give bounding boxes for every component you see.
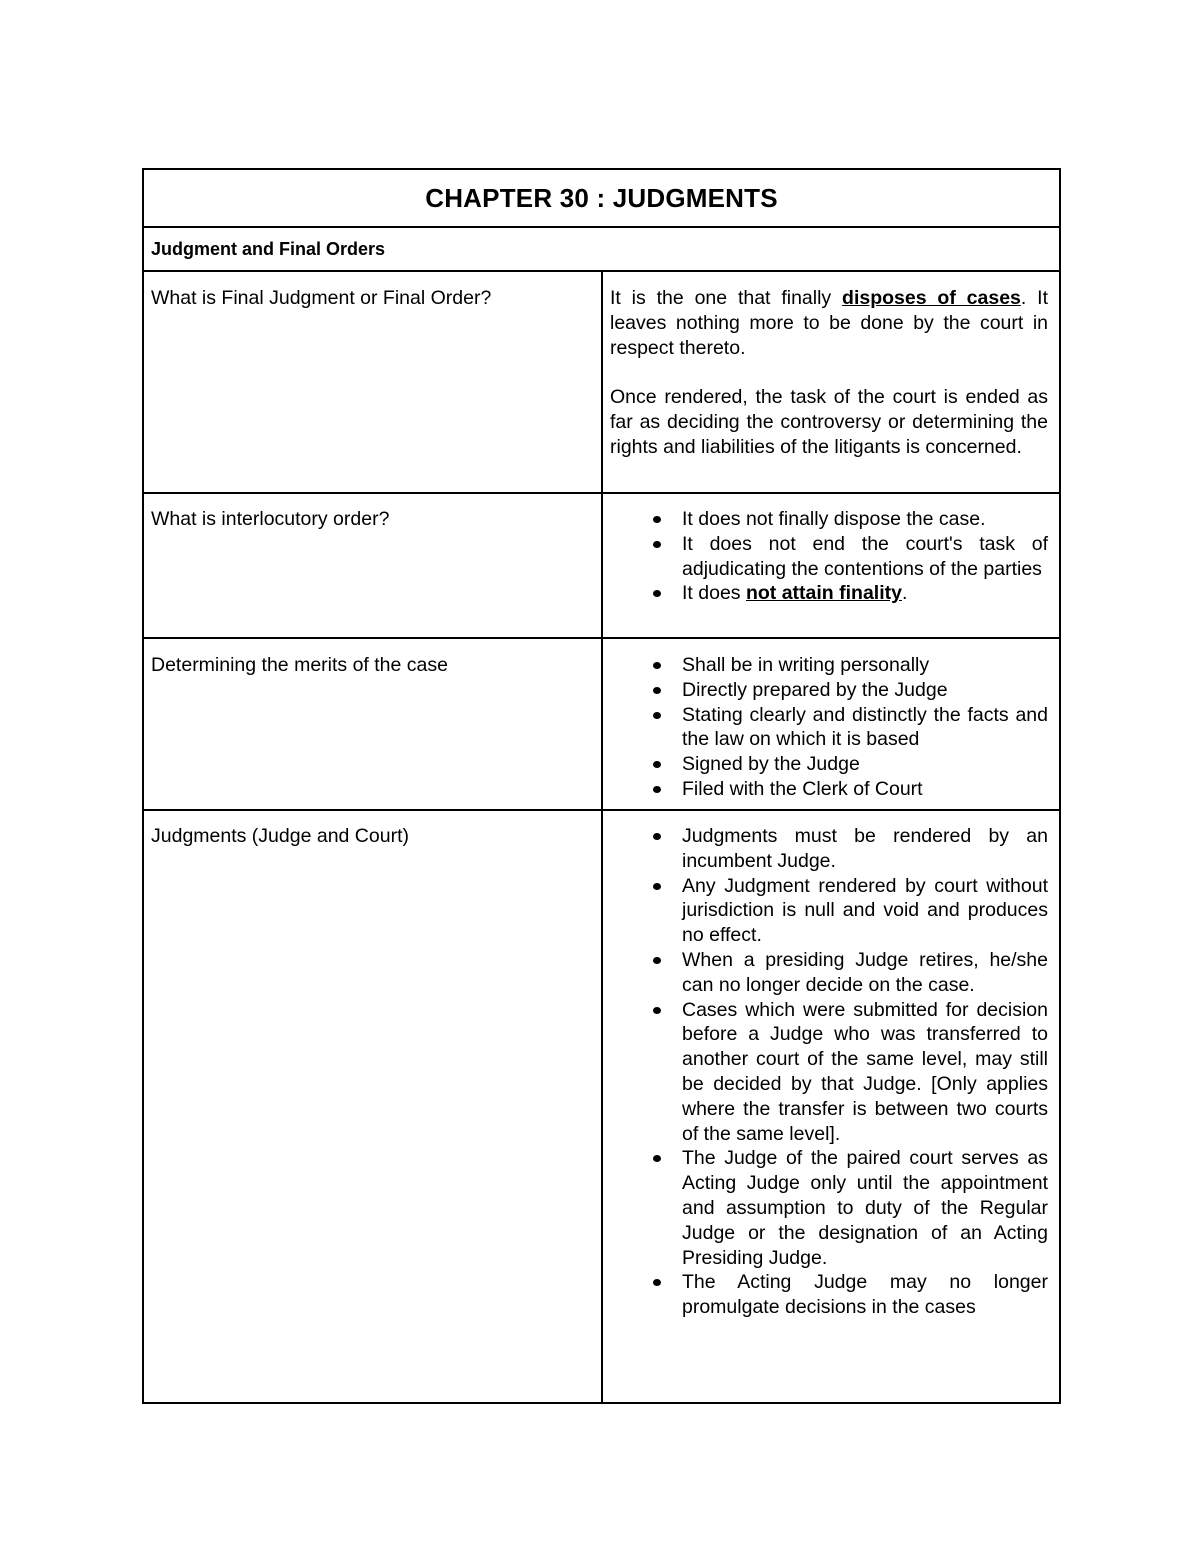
bullet-list (610, 824, 1048, 1320)
bullet-icon (653, 662, 661, 669)
answer-judgments-judge-court (610, 824, 1048, 1320)
bullet-icon (653, 833, 661, 840)
list-item (610, 678, 1048, 703)
question-determining-merits: Determining the merits of the case (151, 654, 448, 676)
list-item-text: Shall be in writing personally (682, 654, 930, 676)
bullet-icon (653, 761, 661, 768)
bullet-icon (653, 541, 661, 548)
bullet-icon (653, 957, 661, 964)
divider (144, 492, 1059, 494)
bullet-icon (653, 590, 661, 597)
list-item (610, 824, 1048, 874)
question-judgments-judge-court: Judgments (Judge and Court) (151, 825, 409, 847)
answer-interlocutory-order (610, 507, 1048, 606)
chapter-title: CHAPTER 30 : JUDGMENTS (425, 182, 778, 213)
list-item (610, 703, 1048, 753)
divider (144, 637, 1059, 639)
bullet-icon (653, 786, 661, 793)
bullet-icon (653, 1155, 661, 1162)
section-heading: Judgment and Final Orders (151, 238, 386, 259)
answer-paragraph: Once rendered, the task of the court is ended as far as deciding the controversy or determining the rights and liabilities of the litigants is concerned. (610, 386, 1048, 458)
answer-determining-merits (610, 653, 1048, 802)
list-item-text: Filed with the Clerk of Court (682, 777, 923, 800)
list-item (610, 581, 1048, 606)
bullet-icon (653, 687, 661, 694)
bullet-icon (653, 712, 661, 719)
list-item-text: Directly prepared by the Judge (682, 678, 948, 701)
list-item (610, 1146, 1048, 1270)
question-final-judgment: What is Final Judgment or Final Order? (151, 287, 492, 309)
list-item (610, 532, 1048, 582)
list-item-text: Cases which were submitted for decision before a Judge who was transferred to another court of the same level, may still be decided by that Judge. [Only applies where the transfer is between two courts of the same level]. (682, 998, 1048, 1145)
bullet-icon (653, 883, 661, 890)
bullet-icon (653, 1279, 661, 1286)
answer-text: . It leaves nothing more to be done by the court in respect thereto. (610, 287, 1048, 359)
list-item (610, 874, 1048, 948)
list-item (610, 653, 1048, 678)
list-item-text: Signed by the Judge (682, 753, 860, 776)
list-item (610, 1270, 1048, 1320)
question-interlocutory-order: What is interlocutory order? (151, 508, 390, 530)
bullet-icon (653, 1007, 661, 1014)
list-item-text: Any Judgment rendered by court without jurisdiction is null and void and produces no effect. (682, 874, 1048, 947)
bullet-list (610, 507, 1048, 606)
column-divider (601, 270, 603, 1404)
list-item-text: It does not end the court's task of adjudicating the contentions of the parties (682, 532, 1048, 580)
list-item-text: Judgments must be rendered by an incumbent Judge. (682, 825, 1048, 872)
answer-paragraph (610, 286, 1048, 360)
answer-final-judgment (610, 286, 1048, 460)
list-item-text: The Acting Judge may no longer promulgate decisions in the cases (682, 1271, 1048, 1319)
list-item (610, 948, 1048, 998)
list-item-text: It does (682, 582, 746, 605)
bullet-list (610, 653, 1048, 802)
list-item-text: The Judge of the paired court serves as Acting Judge only until the appointment and assumption to duty of the Regular Judge or the designation of an Acting Presiding Judge. (682, 1147, 1048, 1269)
judgments-table (142, 168, 1061, 1404)
list-item-text: When a presiding Judge retires, he/she can no longer decide on the case. (682, 948, 1048, 996)
list-item (610, 752, 1048, 777)
bullet-icon (653, 516, 661, 523)
list-item (610, 998, 1048, 1147)
emphasized-term: not attain finality (745, 582, 902, 605)
divider (144, 809, 1059, 811)
emphasized-term: disposes of cases (842, 287, 1021, 309)
answer-text: It is the one that finally (610, 287, 843, 309)
list-item-text: . (901, 582, 908, 605)
list-item-text: It does not finally dispose the case. (682, 508, 986, 530)
list-item-text: Stating clearly and distinctly the facts and the law on which it is based (682, 703, 1048, 751)
list-item (610, 507, 1048, 532)
list-item (610, 777, 1048, 802)
